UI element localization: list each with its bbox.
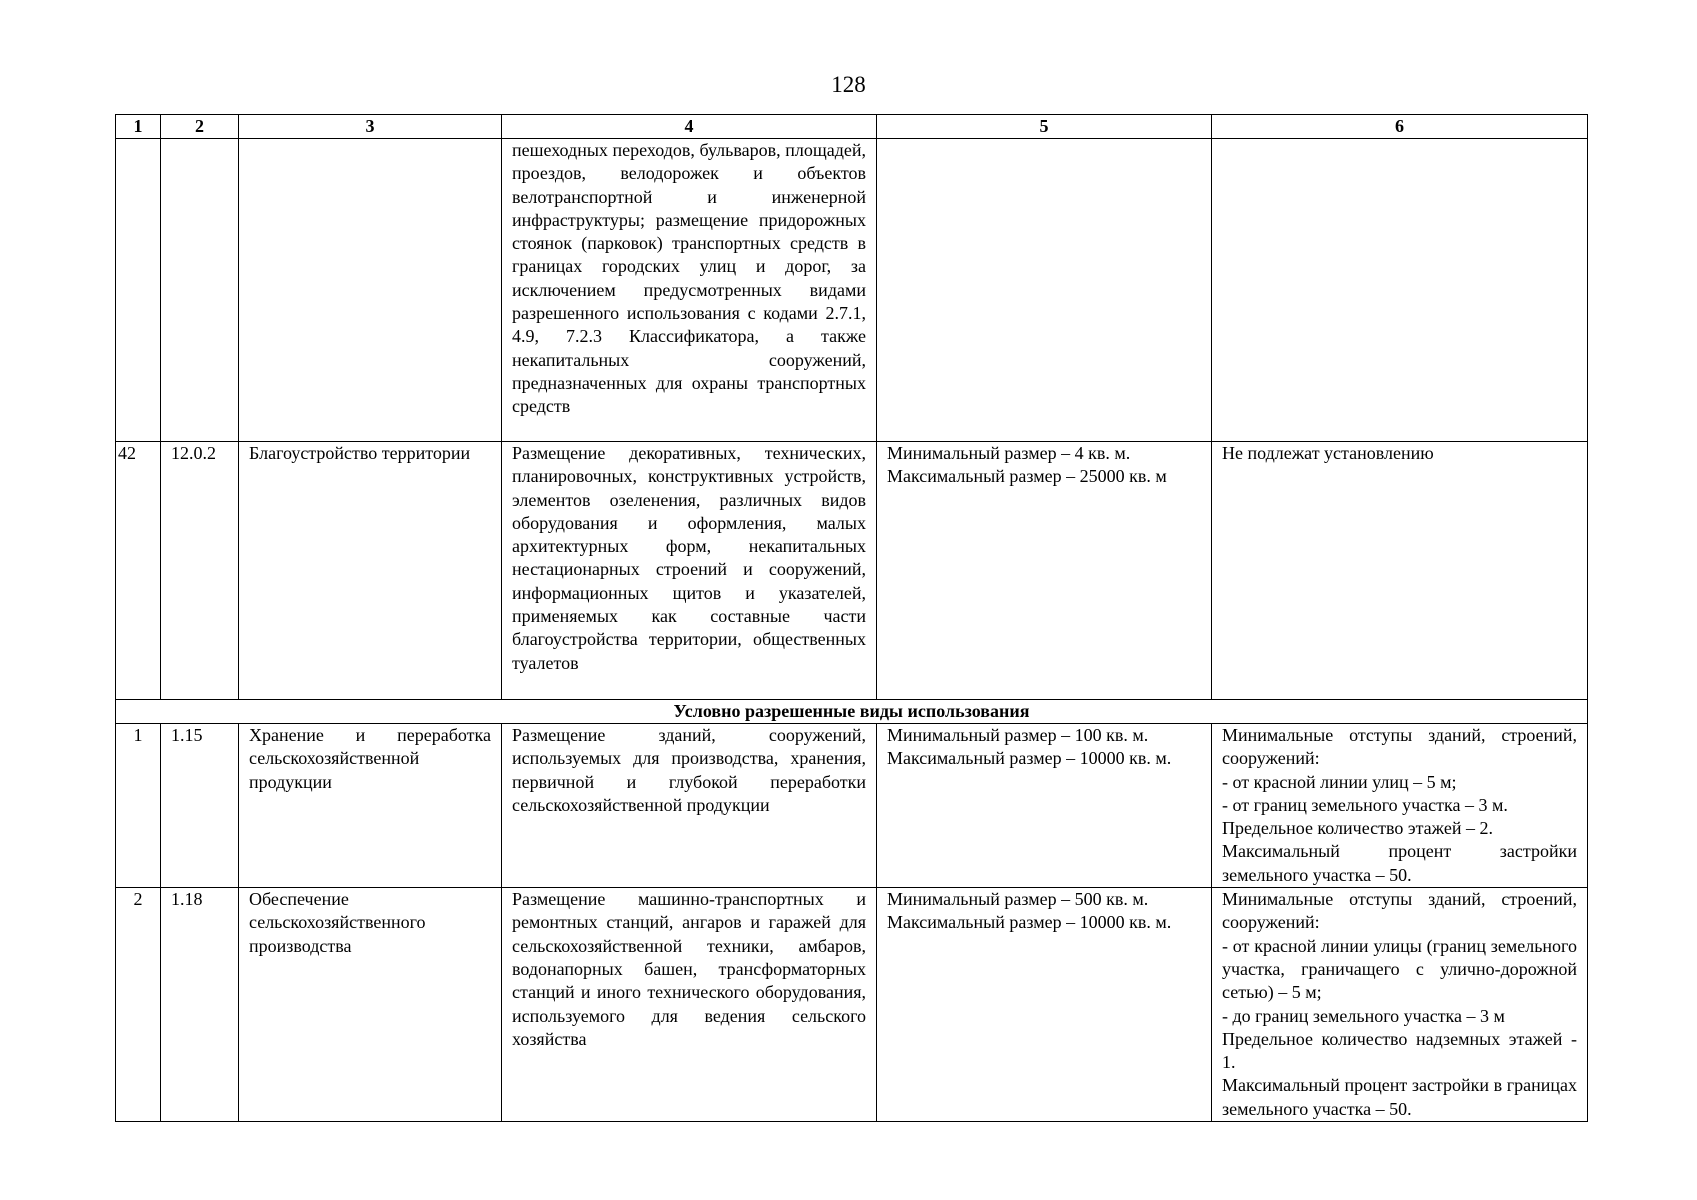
build-params-setbacks: Минимальные отступы зданий, строений, сооружений: [1222, 889, 1577, 933]
build-params-setback-plot: - до границ земельного участка – 3 м [1222, 1005, 1505, 1026]
use-code: 12.0.2 [161, 442, 239, 700]
build-params-coverage: Максимальный процент застройки в границах земельного участка – 50. [1222, 1075, 1577, 1119]
build-params-coverage: Максимальный процент застройки земельного участка – 50. [1222, 841, 1577, 885]
land-use-table [115, 114, 1588, 1122]
section-row [116, 700, 1588, 724]
row-number: 1 [116, 724, 161, 888]
col-header-2: 2 [161, 115, 239, 139]
use-name: Обеспечение сельскохозяйственного производства [239, 888, 502, 1122]
table-row-1 [116, 724, 1588, 888]
row-number: 42 [116, 442, 161, 700]
plot-size [877, 888, 1212, 1122]
use-code: 1.18 [161, 888, 239, 1122]
col-header-1: 1 [116, 115, 161, 139]
build-params-setback-plot: - от границ земельного участка – 3 м. [1222, 794, 1508, 815]
table-row-2 [116, 888, 1588, 1122]
use-description: Размещение зданий, сооружений, используемых для производства, хранения, первичной и глубокой переработки сельскохозяйственной продукции [502, 724, 877, 888]
plot-size-max: Максимальный размер – 25000 кв. м [887, 466, 1167, 487]
build-params-setback-red-line: - от красной линии улиц – 5 м; [1222, 771, 1457, 792]
table-row-42 [116, 442, 1588, 700]
section-title: Условно разрешенные виды использования [116, 700, 1588, 724]
use-name [239, 139, 502, 442]
plot-size-min: Минимальный размер – 4 кв. м. [887, 443, 1131, 463]
use-name: Хранение и переработка сельскохозяйственной продукции [239, 724, 502, 888]
header-row [116, 115, 1588, 139]
use-code [161, 139, 239, 442]
plot-size [877, 139, 1212, 442]
col-header-3: 3 [239, 115, 502, 139]
build-params-floors: Предельное количество этажей – 2. [1222, 818, 1493, 839]
col-header-6: 6 [1212, 115, 1588, 139]
build-params [1212, 888, 1588, 1122]
plot-size [877, 724, 1212, 888]
row-number: 2 [116, 888, 161, 1122]
build-params [1212, 139, 1588, 442]
use-description: пешеходных переходов, бульваров, площадей, проездов, велодорожек и объектов велотранспортной и инженерной инфраструктуры; размещение придорожных стоянок (парковок) транспортных средств в границах городских улиц и дорог, за исключением предусмотренных видами разрешенного использования с кодами 2.7.1, 4.9, 7.2.3 Классификатора, а также некапитальных сооружений, предназначенных для охраны транспортных средств [502, 139, 877, 442]
plot-size-max: Максимальный размер – 10000 кв. м. [887, 912, 1172, 933]
build-params [1212, 724, 1588, 888]
col-header-5: 5 [877, 115, 1212, 139]
build-params-floors: Предельное количество надземных этажей - 1. [1222, 1028, 1577, 1073]
use-name: Благоустройство территории [239, 442, 502, 700]
use-description: Размещение машинно-транспортных и ремонтных станций, ангаров и гаражей для сельскохозяйственной техники, амбаров, водонапорных башен, трансформаторных станций и иного технического оборудования, используемого для ведения сельского хозяйства [502, 888, 877, 1122]
plot-size-min: Минимальный размер – 500 кв. м. [887, 889, 1149, 910]
plot-size-min: Минимальный размер – 100 кв. м. [887, 725, 1149, 745]
table-row-continuation [116, 139, 1588, 442]
col-header-4: 4 [502, 115, 877, 139]
row-number [116, 139, 161, 442]
build-params: Не подлежат установлению [1212, 442, 1588, 700]
plot-size-max: Максимальный размер – 10000 кв. м. [887, 748, 1172, 769]
page-number: 128 [831, 72, 866, 97]
plot-size [877, 442, 1212, 700]
build-params-setbacks: Минимальные отступы зданий, строений, сооружений: [1222, 725, 1577, 769]
build-params-setback-red-line: - от красной линии улицы (границ земельного участка, граничащего с улично-дорожной сетью) – 5 м; [1222, 935, 1577, 1003]
use-description: Размещение декоративных, технических, планировочных, конструктивных устройств, элементов озеленения, различных видов оборудования и оформления, малых архитектурных форм, некапитальных нестационарных строений и сооружений, информационных щитов и указателей, применяемых как составные части благоустройства территории, общественных туалетов [502, 442, 877, 700]
use-code: 1.15 [161, 724, 239, 888]
